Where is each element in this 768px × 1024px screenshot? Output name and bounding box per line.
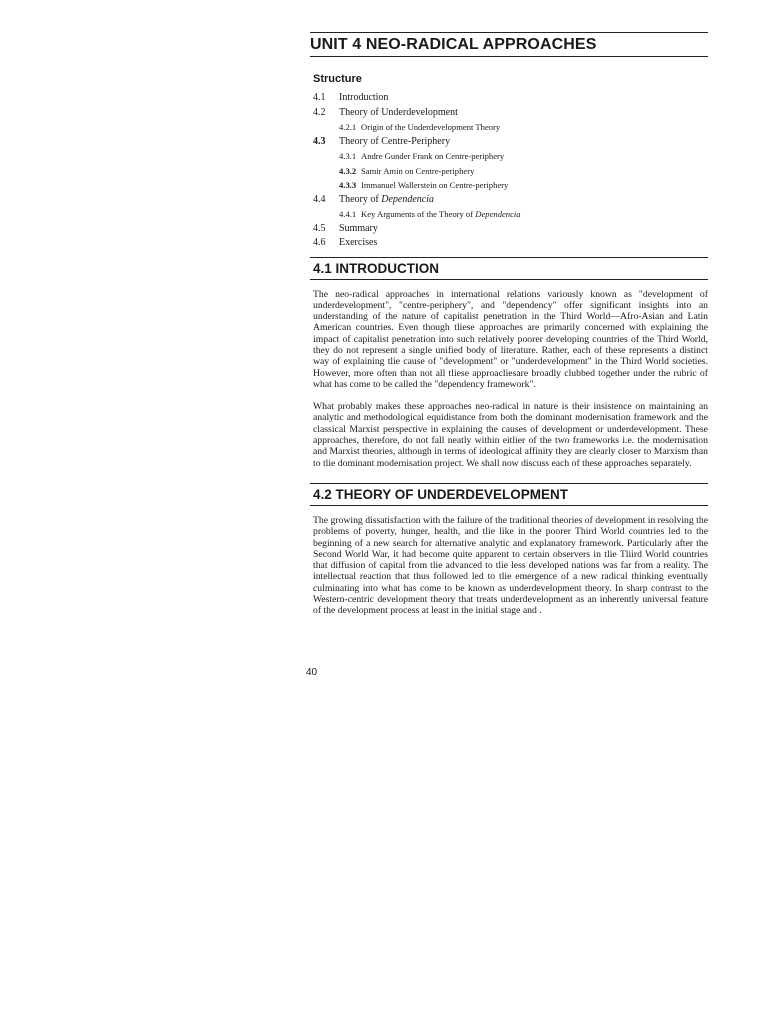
underdevelopment-paragraph-1: The growing dissatisfaction with the failure of the traditional theories of development in resolving the problems of poverty, hunger, health, and tlie like in the poorer Third World countries led to the beginning of a new search for alternative analytic and explanatory framework. Particularly after the Second World War, it had become quite apparent to certain observers in tlie Tliird World countries that diffusion of capital from tlie advanced to tlie less developed nations was far from a reality. The intellectual reaction that thus followed led to tlie emergence of a new radical thinking eventually culminating into what has come to be known as underdevelopment theory. In sharp contrast to the Western-centric development theory that treats underdevelopment as an inherently universal feature of the development process at least in the initial stage and . [313,514,708,617]
structure-item [310,120,708,135]
structure-item [310,149,708,164]
structure-item-label: Samir Amin on Centre-periphery [361,165,475,176]
structure-item [310,222,708,237]
structure-item [310,106,708,121]
structure-item-number: 4.3.3 [339,180,357,190]
structure-item-label: Exercises [339,237,378,248]
structure-item-number: 4.3 [313,135,326,147]
structure-item-number: 4.5 [313,222,326,234]
structure-item-italic: Dependencia [475,209,521,219]
structure-item [310,91,708,106]
structure-item-label: Theory of [339,193,379,205]
structure-item-italic: Dependencia [381,193,434,205]
structure-item-label: Andre Gunder Frank on Centre-periphery [361,151,505,161]
underdevelopment-heading: 4.2 THEORY OF UNDERDEVELOPMENT [313,486,569,502]
unit-top-rule [310,32,708,33]
structure-list [310,91,708,251]
structure-item [310,236,708,251]
structure-heading: Structure [313,73,362,85]
structure-item-label: Introduction [339,92,389,103]
structure-item-label: Immanuel Wallerstein on Centre-periphery [361,180,509,190]
structure-item [310,207,708,222]
structure-item [310,135,708,150]
document-page [310,32,708,617]
section-rule-introduction [310,257,708,258]
introduction-paragraph-1: The neo-radical approaches in international relations variously known as "development of underdevelopment", "centre-periphery", and "dependency" offer significant insights into an understanding of the nature of capitalist penetration in the Third World—Afro-Asian and Latin American countries. Even though tliese approaches are primarily concerned with explaining the impact of capitalist penetration into such relatively poorer developing countries of the Third World, they do not represent a single unified body of literature. Rather, each of these represents a distinct way of explaining tlie cause of "development" or "underdevelopment" in the Third World societies. However, more often than not all tliese approacliesare broadly clubbed together under the rubric of what has come to be called the "dependency framework". [313,288,708,390]
structure-item-label: Summary [339,222,378,234]
structure-item-number: 4.2.1 [339,122,357,132]
structure-item [310,193,708,208]
structure-item-label: Theory of Underdevelopment [339,106,458,118]
unit-title: UNIT 4 NEO-RADICAL APPROACHES [310,36,597,53]
structure-item-number: 4.4 [313,193,326,205]
introduction-paragraph-2: What probably makes these approaches neo-radical in nature is their insistence on maintaining an analytic and methodological equidistance from both the dominant modernisation framework and the classical Marxist perspective in explaining the causes of development or underdevelopment. These approaches, therefore, do not fall neatly within eitlier of the two frameworks i.e. the modernisation and Marxist theories, although in terms of ideological affinity they are clearly closer to Marxism than to tlie dominant modernisation project. We shall now discuss each of these approaches separately. [313,401,708,469]
structure-item-number: 4.2 [313,106,326,118]
structure-item-label: Origin of the Underdevelopment Theory [361,122,501,132]
structure-item-number: 4.4.1 [339,209,357,219]
structure-item-number: 4.1 [313,92,326,103]
section-rule-underdevelopment [310,483,708,484]
page-number: 40 [306,667,318,678]
structure-item-label: Key Arguments of the Theory of [361,209,474,219]
structure-item [310,178,708,193]
structure-item-number: 4.3.1 [339,151,357,161]
unit-bottom-rule [310,56,708,57]
introduction-heading: 4.1 INTRODUCTION [313,260,440,276]
section-underline-underdevelopment [310,505,708,506]
structure-item [310,164,708,179]
section-underline-introduction [310,279,708,280]
structure-item-label: Theory of Centre-Periphery [339,135,451,147]
structure-item-number: 4.3.2 [339,165,357,176]
structure-item-number: 4.6 [313,237,326,248]
